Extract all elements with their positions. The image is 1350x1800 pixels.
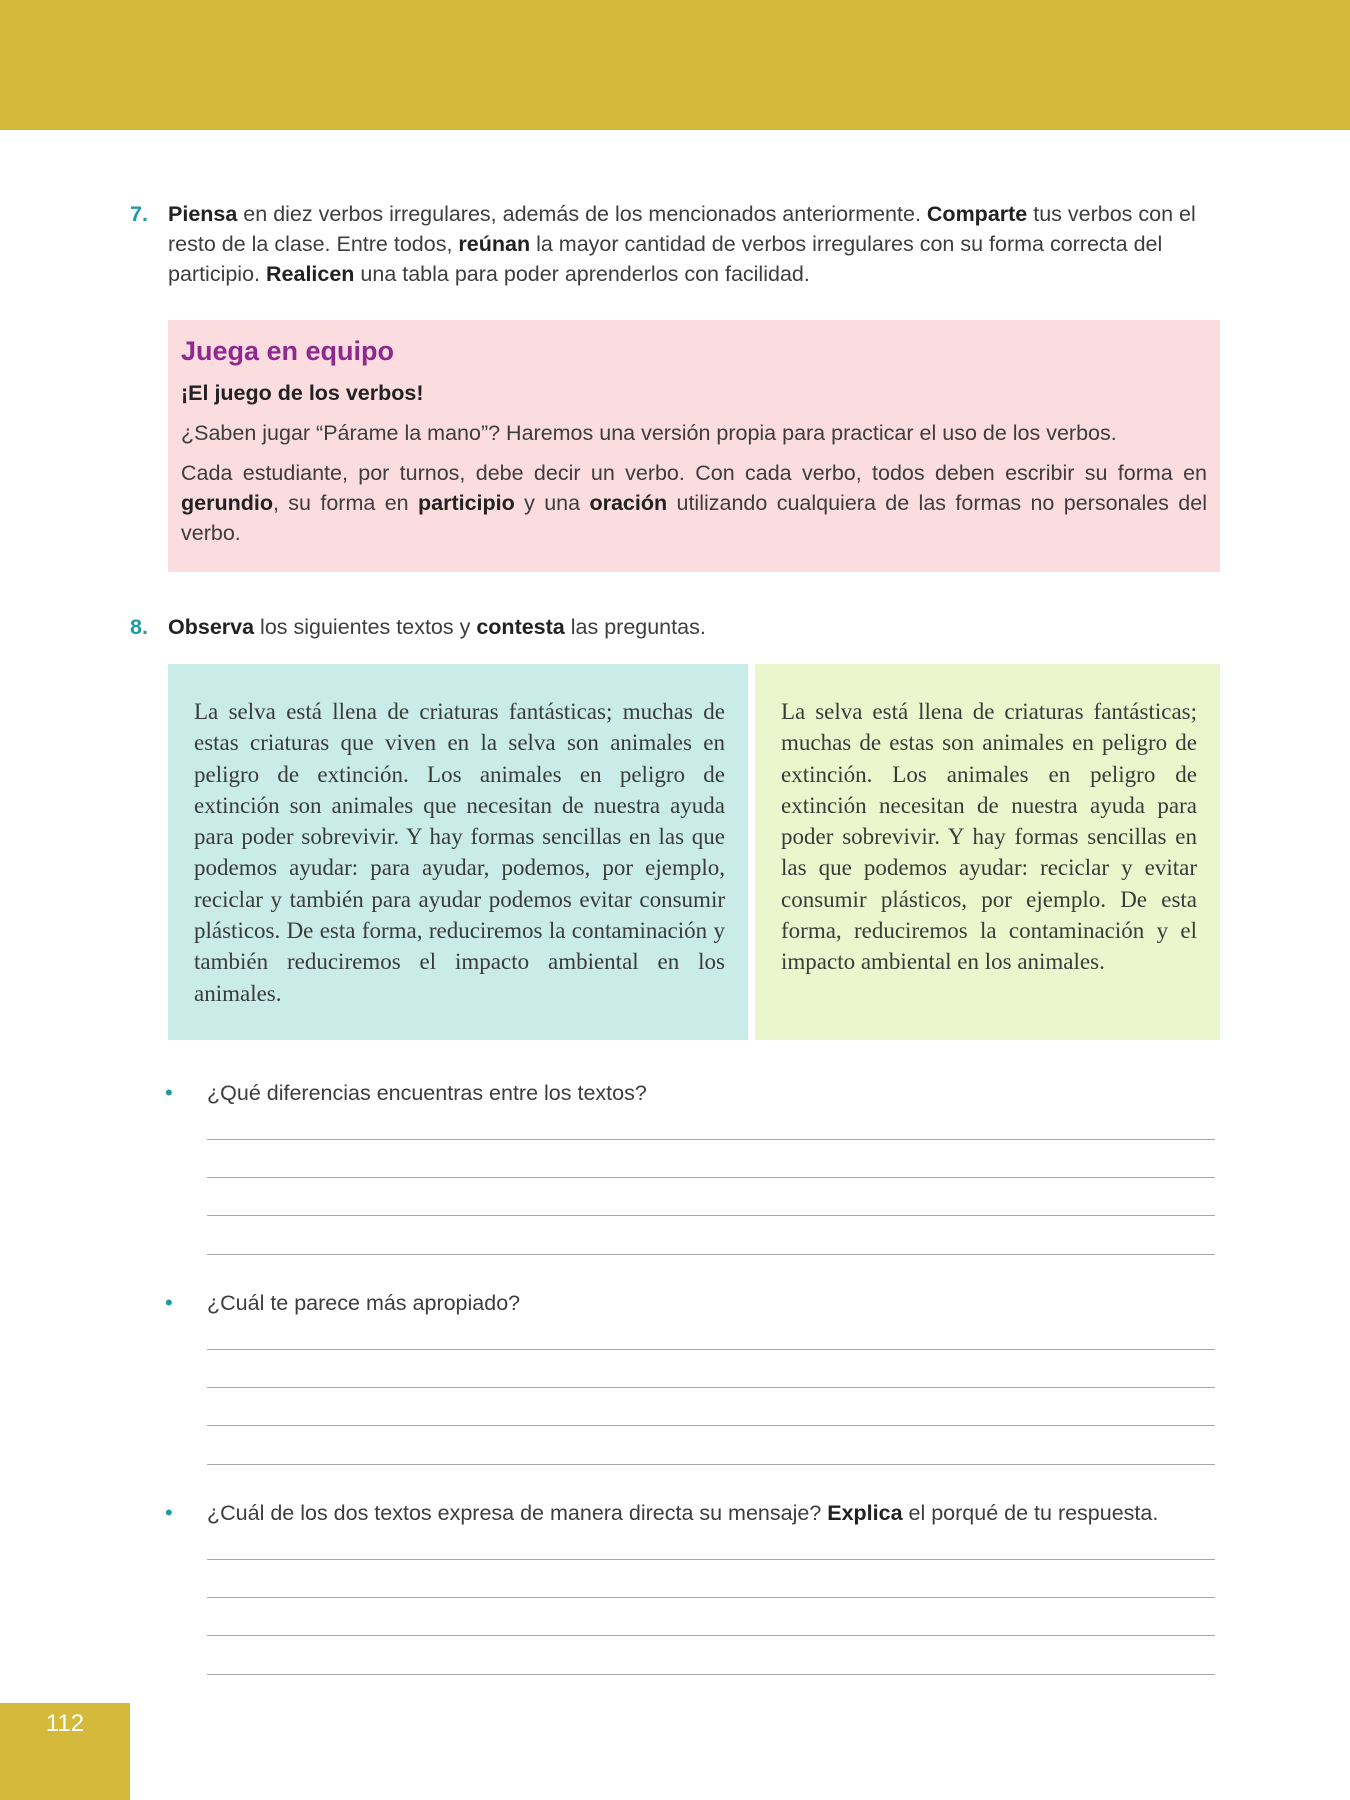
text-run: las preguntas.	[564, 615, 706, 639]
exercise-7-text	[168, 199, 1220, 289]
answer-line[interactable]	[207, 1559, 1215, 1560]
keyword: participio	[417, 491, 515, 515]
answer-line[interactable]	[207, 1635, 1215, 1636]
keyword: contesta	[476, 615, 565, 639]
text-run: , su forma en	[272, 491, 418, 515]
question-text: ¿Qué diferencias encuentras entre los textos?	[207, 1081, 647, 1105]
text-box-b: La selva está llena de criaturas fantásticas; muchas de estas son animales en peligro de extinción. Los animales en peligro de extinción necesitan de nuestra ayuda para poder sobrevivir. Y hay formas sencillas en las que podemos ayudar: reciclar y evitar consumir plásticos, por ejemplo. De esta forma, reduciremos la contaminación y el impacto ambiental en los animales.	[755, 664, 1220, 1040]
answer-line[interactable]	[207, 1139, 1215, 1140]
answer-line[interactable]	[207, 1597, 1215, 1598]
team-box-title: Juega en equipo	[181, 336, 395, 366]
exercise-number: 7.	[130, 202, 148, 226]
question-2	[165, 1288, 1225, 1318]
team-box-subtitle: ¡El juego de los verbos!	[181, 381, 424, 405]
answer-line[interactable]	[207, 1425, 1215, 1426]
team-box-rules	[181, 458, 1207, 548]
keyword: gerundio	[181, 491, 273, 515]
answer-line[interactable]	[207, 1215, 1215, 1216]
question-text	[207, 1498, 1225, 1528]
text-box-a: La selva está llena de criaturas fantásticas; muchas de estas criaturas que viven en la selva son animales en peligro de extinción. Los animales en peligro de extinción son animales que necesitan de nuestra ayuda para poder sobrevivir. Y hay formas sencillas en las que podemos ayudar: para ayudar, podemos, por ejemplo, reciclar y también para ayudar podemos evitar consumir plásticos. De esta forma, reduciremos la contaminación y también reduciremos el impacto ambiental en los animales.	[168, 664, 748, 1040]
bullet-icon: •	[165, 1290, 173, 1315]
text-run: los siguientes textos y	[254, 615, 477, 639]
question-3	[165, 1498, 1225, 1528]
text-run: tus verbos con el resto de la clase. Entre todos,	[168, 202, 1196, 256]
answer-line[interactable]	[207, 1674, 1215, 1675]
exercise-7	[130, 199, 1220, 289]
answer-line[interactable]	[207, 1349, 1215, 1350]
exercise-8-text	[168, 612, 1220, 642]
header-band	[0, 0, 1350, 130]
keyword: Observa	[168, 615, 255, 639]
question-1	[165, 1078, 1225, 1108]
text-run: ¿Cuál de los dos textos expresa de manera directa su mensaje?	[207, 1501, 828, 1525]
keyword: Explica	[827, 1501, 903, 1525]
answer-line[interactable]	[207, 1254, 1215, 1255]
text-run: y una	[514, 491, 590, 515]
answer-line[interactable]	[207, 1177, 1215, 1178]
keyword: Realicen	[266, 262, 355, 286]
question-text: ¿Cuál te parece más apropiado?	[207, 1291, 521, 1315]
answer-line[interactable]	[207, 1387, 1215, 1388]
bullet-icon: •	[165, 1080, 173, 1105]
page-number: 112	[45, 1710, 85, 1737]
text-run: el porqué de tu respuesta.	[902, 1501, 1159, 1525]
answer-line[interactable]	[207, 1464, 1215, 1465]
text-run: en diez verbos irregulares, además de los mencionados anteriormente.	[237, 202, 927, 226]
keyword: oración	[589, 491, 668, 515]
team-box-intro: ¿Saben jugar “Párame la mano”? Haremos una versión propia para practicar el uso de los verbos.	[181, 421, 1117, 445]
text-run: una tabla para poder aprenderlos con facilidad.	[354, 262, 810, 286]
keyword: Comparte	[926, 202, 1028, 226]
team-game-box	[168, 320, 1220, 572]
keyword: Piensa	[168, 202, 238, 226]
exercise-number: 8.	[130, 615, 148, 639]
text-run: la mayor cantidad de verbos irregulares con su forma correcta del participio.	[168, 232, 1163, 286]
bullet-icon: •	[165, 1500, 173, 1525]
exercise-8	[130, 612, 1220, 642]
text-run: Cada estudiante, por turnos, debe decir un verbo. Con cada verbo, todos deben escribir su forma en	[181, 461, 1207, 485]
keyword: reúnan	[458, 232, 531, 256]
text-run: utilizando cualquiera de las formas no personales del verbo.	[181, 491, 1207, 545]
